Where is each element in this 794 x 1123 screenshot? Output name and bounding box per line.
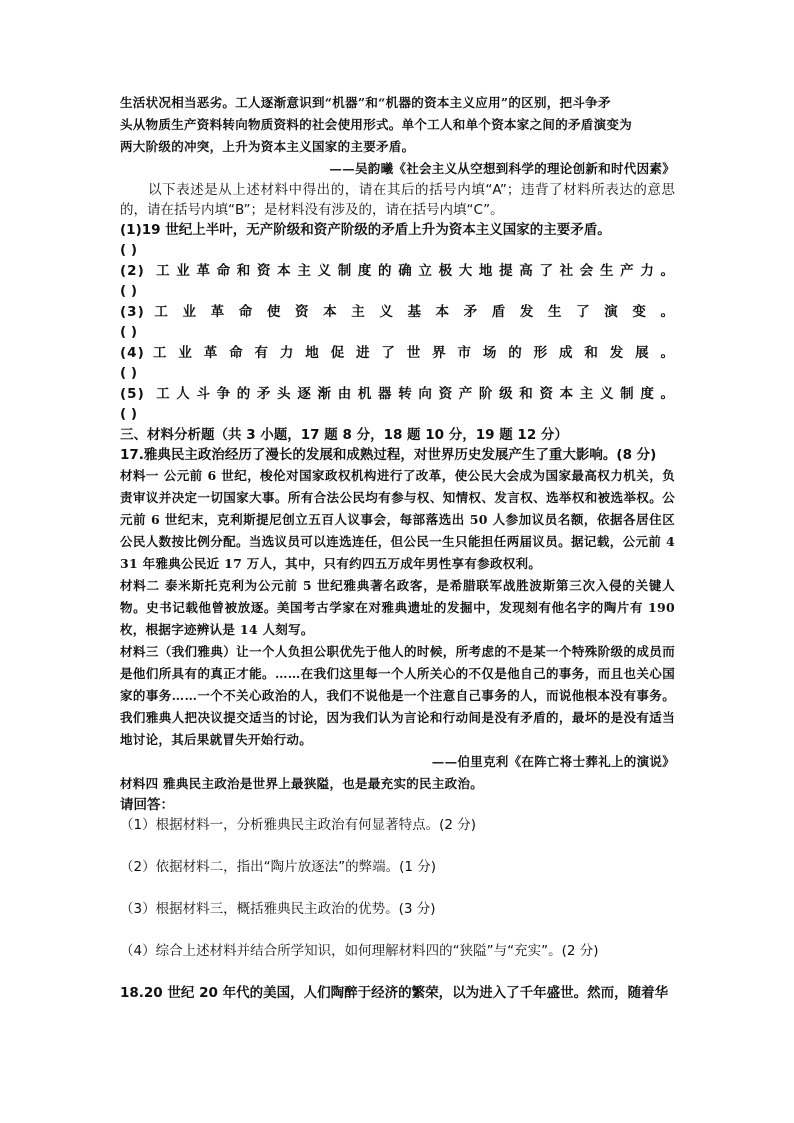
q17-sub-question-1: （1）根据材料一，分析雅典民主政治有何显著特点。(2 分) <box>120 817 477 833</box>
answer-space-4[interactable] <box>120 961 675 983</box>
q17-intro: 17.雅典民主政治经历了漫长的发展和成熟过程，对世界历史发展产生了重大影响。(8 分) <box>120 447 657 463</box>
q17-material-3: 材料三（我们雅典）让一个人负担公职优先于他人的时候，所考虑的不是某一个特殊阶级的成员而是他们所具有的真正才能。……在我们这里每一个人所关心的不仅是他自己的事务，而且也关心国家的事务……一个不关心政治的人，我们不说他是一个注意自己事务的人，而说他根本没有事务。我们雅典人把决议提交适当的讨论，因为我们认为言论和行动间是没有矛盾的，最坏的是没有适当地讨论，其后果就冒失开始行动。 <box>120 644 675 747</box>
statement-4: (4) 工 业 革 命 有 力 地 促 进 了 世 界 市 场 的 形 成 和 发 展 。 <box>120 345 675 361</box>
statement-3: (3) 工 业 革 命 使 资 本 主 义 基 本 矛 盾 发 生 了 演 变 。 <box>120 304 675 320</box>
excerpt-line-3: 两大阶级的冲突，上升为资本主义国家的主要矛盾。 <box>120 139 415 154</box>
document-content <box>120 92 675 1003</box>
answer-blank-2[interactable]: ( ) <box>120 283 138 299</box>
excerpt-line-1: 生活状况相当恶劣。工人逐渐意识到“机器”和“机器的资本主义应用”的区别，把斗争矛 <box>120 95 611 110</box>
section-heading: 三、材料分析题（共 3 小题，17 题 8 分，18 题 10 分，19 题 12 分） <box>120 427 568 443</box>
excerpt-source: ——吴韵曦《社会主义从空想到科学的理论创新和时代因素》 <box>329 161 675 176</box>
answer-space-3[interactable] <box>120 919 675 941</box>
answer-space-2[interactable] <box>120 877 675 899</box>
statement-list <box>120 220 675 425</box>
q17-material-3-source: ——伯里克利《在阵亡将士葬礼上的演说》 <box>431 754 675 769</box>
q17-sub-question-3: （3）根据材料三，概括雅典民主政治的优势。(3 分) <box>120 901 436 917</box>
excerpt-line-2: 头从物质生产资料转向物质资料的社会使用形式。单个工人和单个资本家之间的矛盾演变为 <box>120 117 633 132</box>
q17-sub-question-4: （4）综合上述材料并结合所学知识，如何理解材料四的“狭隘”与“充实”。(2 分) <box>120 943 599 959</box>
q17-prompt: 请回答： <box>120 797 174 813</box>
instructions: 以下表述是从上述材料中得出的，请在其后的括号内填“A”；违背了材料所表达的意思的，请在括号内填“B”；是材料没有涉及的，请在括号内填“C”。 <box>120 182 675 218</box>
answer-blank-1[interactable]: ( ) <box>120 242 138 258</box>
answer-space-1[interactable] <box>120 835 675 857</box>
q17-material-4: 材料四 雅典民主政治是世界上最狭隘，也是最充实的民主政治。 <box>120 776 484 791</box>
q17-sub-question-2: （2）依据材料二，指出“陶片放逐法”的弊端。(1 分) <box>120 859 436 875</box>
q17-material-1: 材料一 公元前 6 世纪，梭伦对国家政权机构进行了改革，使公民大会成为国家最高权力机关，负责审议并决定一切国家大事。所有合法公民均有参与权、知情权、发言权、选举权和被选举权。公元前 6 世纪末，克利斯提尼创立五百人议事会，每部落选出 50 人参加议员名额，依据各居住区公民人数按比例分配。当选议员可以连选连任，但公民一生只能担任两届议员。据记载，公元前 431 年雅典公民近 17 万人，其中，只有约四五万成年男性享有参政权利。 <box>120 468 675 571</box>
statement-5: (5) 工人斗争的矛头逐渐由机器转向资产阶级和资本主义制度。 <box>120 386 675 402</box>
statement-1: (1)19 世纪上半叶，无产阶级和资产阶级的矛盾上升为资本主义国家的主要矛盾。 <box>120 222 611 238</box>
q18-start: 18.20 世纪 20 年代的美国，人们陶醉于经济的繁荣，以为进入了千年盛世。然而，随着华 <box>120 985 669 1001</box>
q17-material-2: 材料二 泰米斯托克利为公元前 5 世纪雅典著名政客，是希腊联军战胜波斯第三次入侵的关键人物。史书记载他曾被放逐。美国考古学家在对雅典遗址的发掘中，发现刻有他名字的陶片有 190 枚，根据字迹辨认是 14 人刻写。 <box>120 578 675 637</box>
statement-2: (2) 工业革命和资本主义制度的确立极大地提高了社会生产力。 <box>120 263 675 279</box>
answer-blank-4[interactable]: ( ) <box>120 365 138 381</box>
answer-blank-3[interactable]: ( ) <box>120 324 138 340</box>
answer-blank-5[interactable]: ( ) <box>120 406 138 422</box>
